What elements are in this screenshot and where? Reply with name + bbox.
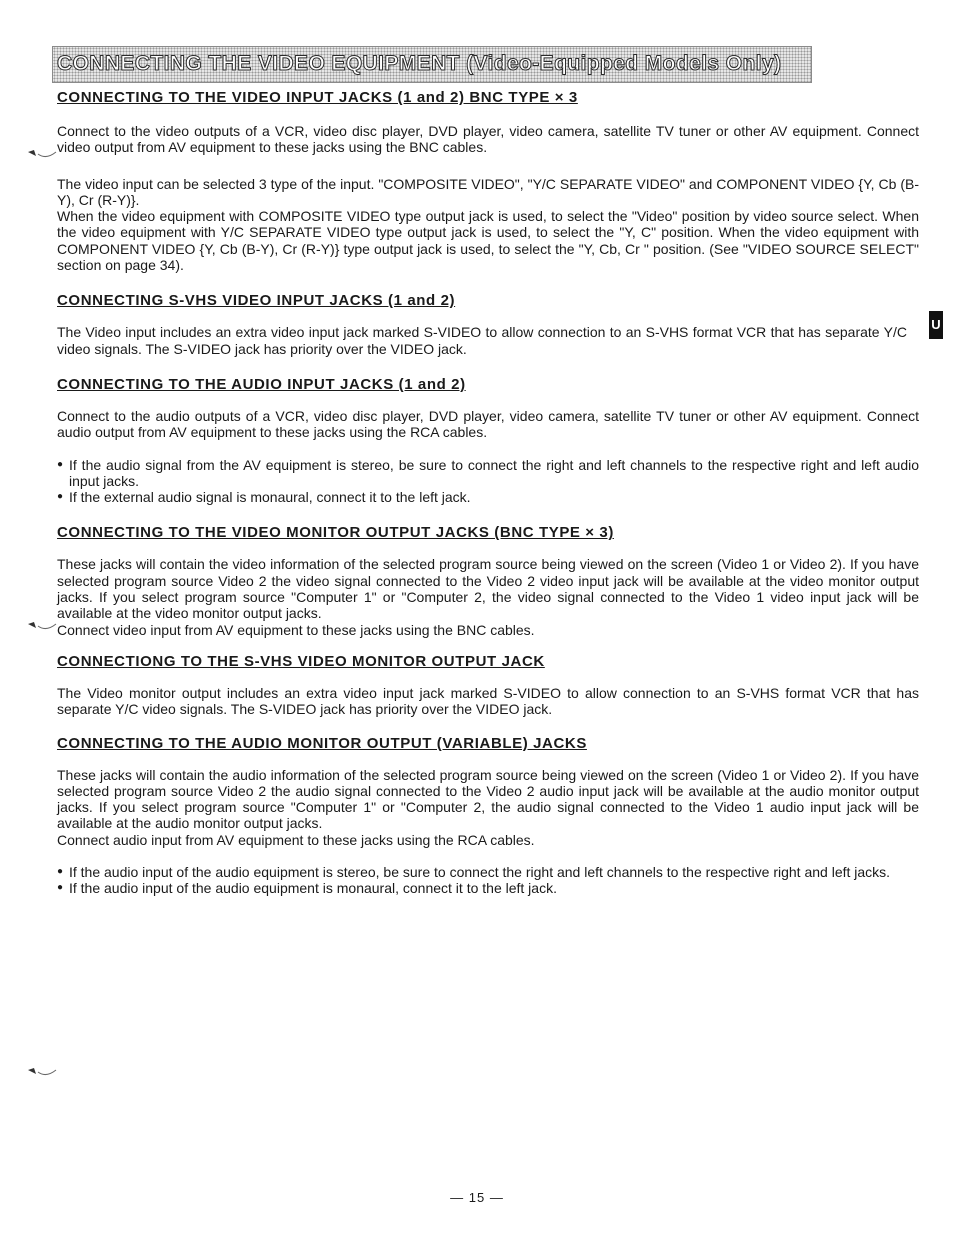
page-number: — 15 — [450, 1190, 504, 1205]
section-heading: CONNECTING TO THE VIDEO INPUT JACKS (1 and 2) BNC TYPE × 3 [57, 89, 578, 106]
paragraph: Connect to the audio outputs of a VCR, video disc player, DVD player, video camera, satellite TV tuner or other AV equipment. Connect audio output from AV equipment to these jacks using the RCA cables. [57, 407, 919, 441]
scan-artifact-mark [26, 140, 66, 162]
scan-artifact-mark [26, 1058, 66, 1080]
section-audio-input-jacks [57, 375, 919, 505]
banner-title: CONNECTING THE VIDEO EQUIPMENT (Video-Equipped Models Only) [57, 52, 782, 75]
section-audio-monitor-output [57, 734, 919, 897]
section-video-monitor-output [57, 523, 919, 637]
bullet-list [57, 457, 919, 506]
section-heading: CONNECTIONG TO THE S-VHS VIDEO MONITOR OUTPUT JACK [57, 652, 545, 670]
bullet-list [57, 864, 919, 897]
paragraph: The video input can be selected 3 type of the input. "COMPOSITE VIDEO", "Y/C SEPARATE VIDEO" and COMPONENT VIDEO {Y, Cb (B-Y), Cr (R-Y)}. [57, 175, 919, 208]
section-svhs-monitor-output [57, 652, 919, 718]
paragraph: Connect video input from AV equipment to these jacks using the BNC cables. [57, 621, 535, 638]
section-heading: CONNECTING TO THE VIDEO MONITOR OUTPUT JACKS (BNC TYPE × 3) [57, 524, 614, 542]
section-video-input-jacks [57, 88, 919, 273]
bullet-item: ● If the audio input of the audio equipment is monaural, connect it to the left jack. [57, 880, 919, 896]
section-heading: CONNECTING TO THE AUDIO MONITOR OUTPUT (VARIABLE) JACKS [57, 734, 587, 752]
paragraph: These jacks will contain the video information of the selected program source being viewed on the screen (Video 1 or Video 2). If you have selected program source Video 2 the video signal connected to the Video 2 video input jack will be available at the video monitor output jacks. If you select program source "Computer 1" or "Computer 2, the video signal connected to the Video 1 video input jack will be available at the video monitor output jacks. [57, 556, 919, 622]
section-heading: CONNECTING S-VHS VIDEO INPUT JACKS (1 and 2) [57, 292, 456, 310]
scan-artifact-mark [26, 612, 66, 634]
bullet-item: ● If the audio input of the audio equipment is stereo, be sure to connect the right and left channels to the respective right and left jacks. [57, 864, 919, 880]
paragraph: The Video input includes an extra video input jack marked S-VIDEO to allow connection to an S-VHS format VCR that has separate Y/C video signals. The S-VIDEO jack has priority over the VIDEO jack. [57, 324, 907, 357]
bullet-item: ● If the external audio signal is monaural, connect it to the left jack. [57, 489, 919, 505]
language-edge-tab: U [929, 311, 943, 339]
section-svhs-video-input [57, 291, 919, 357]
paragraph: Connect audio input from AV equipment to these jacks using the RCA cables. [57, 831, 535, 848]
document-body [57, 88, 919, 912]
paragraph: These jacks will contain the audio information of the selected program source being viewed on the screen (Video 1 or Video 2). If you have selected program source Video 2 the audio signal connected to the Video 2 audio input jack will be available at the audio monitor output jacks. If you select program source "Computer 1" or "Computer 2, the audio signal connected to the Video 1 audio input jack will be available at the audio monitor output jacks. [57, 766, 919, 832]
paragraph: When the video equipment with COMPOSITE VIDEO type output jack is used, to select the "Video" position by video source select. When the video equipment with Y/C SEPARATE VIDEO type output jack is used, to select the "Y, C" position. When the video equipment with COMPONENT VIDEO {Y, Cb (B-Y), Cr (R-Y)} type output jack is used, to select the "Y, Cb, Cr " position. (See "VIDEO SOURCE SELECT" section on page 34). [57, 208, 919, 274]
section-heading: CONNECTING TO THE AUDIO INPUT JACKS (1 and 2) [57, 375, 466, 393]
paragraph: Connect to the video outputs of a VCR, video disc player, DVD player, video camera, satellite TV tuner or other AV equipment. Connect video output from AV equipment to these jacks using the BNC cables. [57, 123, 919, 156]
paragraph: The Video monitor output includes an extra video input jack marked S-VIDEO to allow connection to an S-VHS format VCR that has separate Y/C video signals. The S-VIDEO jack has priority over the VIDEO jack. [57, 684, 919, 718]
page-banner [52, 46, 812, 83]
bullet-item: ● If the audio signal from the AV equipment is stereo, be sure to connect the right and left channels to the respective right and left audio input jacks. [57, 457, 919, 490]
